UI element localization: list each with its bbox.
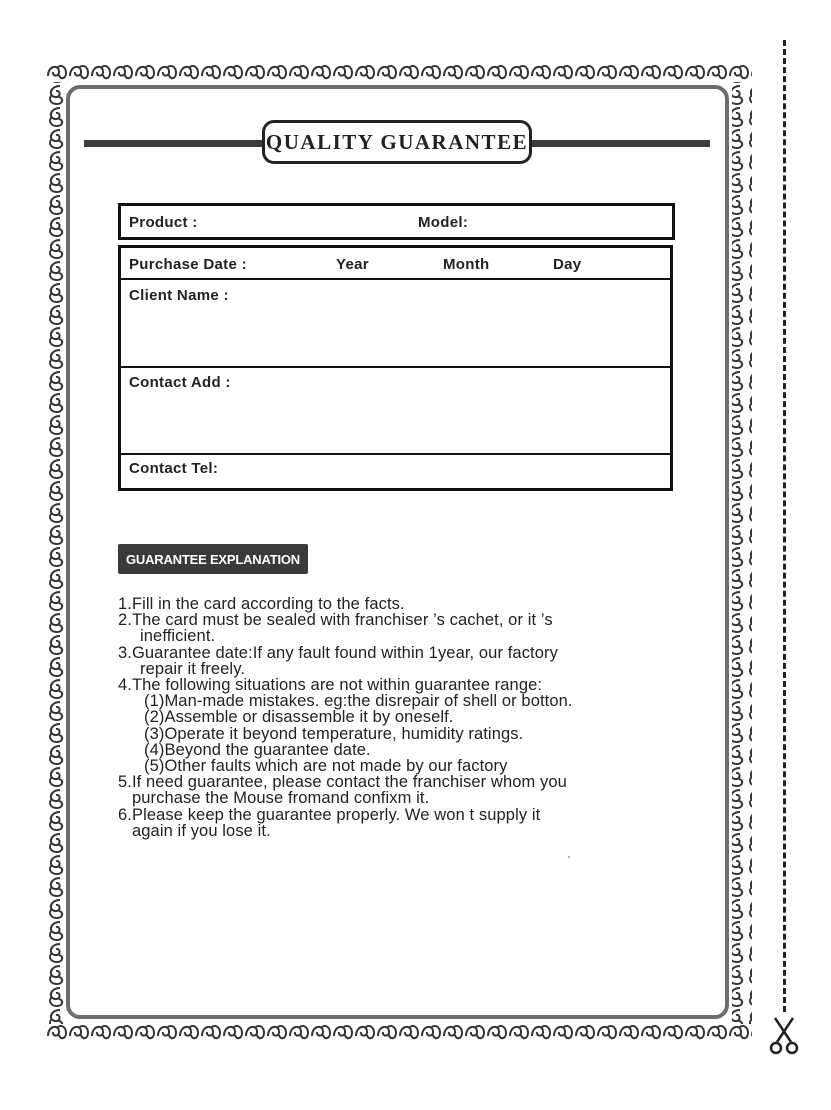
list-item: 6.Please keep the guarantee properly. We won t supply it <box>118 805 541 824</box>
product-model-box <box>118 203 675 240</box>
row-divider <box>121 366 670 368</box>
list-item: again if you lose it. <box>132 821 271 840</box>
title-rule-right <box>530 140 710 147</box>
list-item: 3.Guarantee date:If any fault found within 1year, our factory <box>118 643 558 662</box>
row-divider <box>121 453 670 455</box>
explanation-list <box>118 596 708 839</box>
contact-address-label: Contact Add : <box>129 374 231 391</box>
stray-mark: ' <box>568 855 570 866</box>
list-item: (3)Operate it beyond temperature, humidity ratings. <box>144 724 524 743</box>
cut-line <box>783 40 786 1012</box>
row-divider <box>121 278 670 280</box>
list-item: 2.The card must be sealed with franchiser ’s cachet, or it ’s <box>118 611 553 630</box>
client-info-box <box>118 245 673 491</box>
list-item: inefficient. <box>140 627 216 646</box>
model-label: Model: <box>418 214 469 231</box>
title-box <box>262 120 532 164</box>
product-label: Product : <box>129 214 198 231</box>
list-item: 4.The following situations are not within guarantee range: <box>118 676 543 695</box>
day-label: Day <box>553 256 582 273</box>
scissors-icon <box>767 1016 801 1056</box>
list-item: (1)Man-made mistakes. eg:the disrepair of shell or botton. <box>144 692 573 711</box>
list-item: repair it freely. <box>140 659 246 678</box>
list-item: (5)Other faults which are not made by our factory <box>144 757 508 776</box>
list-item: (4)Beyond the guarantee date. <box>144 740 371 759</box>
title-rule-left <box>84 140 266 147</box>
list-item: purchase the Mouse fromand confixm it. <box>132 789 430 808</box>
list-item: 1.Fill in the card according to the facts. <box>118 595 405 613</box>
explanation-heading: GUARANTEE EXPLANATION <box>118 544 308 574</box>
page-title: QUALITY GUARANTEE <box>265 129 529 154</box>
client-name-label: Client Name : <box>129 287 229 304</box>
year-label: Year <box>336 256 369 273</box>
purchase-date-label: Purchase Date : <box>129 256 247 273</box>
list-item: (2)Assemble or disassemble it by oneself. <box>144 708 454 727</box>
contact-tel-label: Contact Tel: <box>129 460 219 477</box>
list-item: 5.If need guarantee, please contact the franchiser whom you <box>118 773 567 792</box>
month-label: Month <box>443 256 490 273</box>
